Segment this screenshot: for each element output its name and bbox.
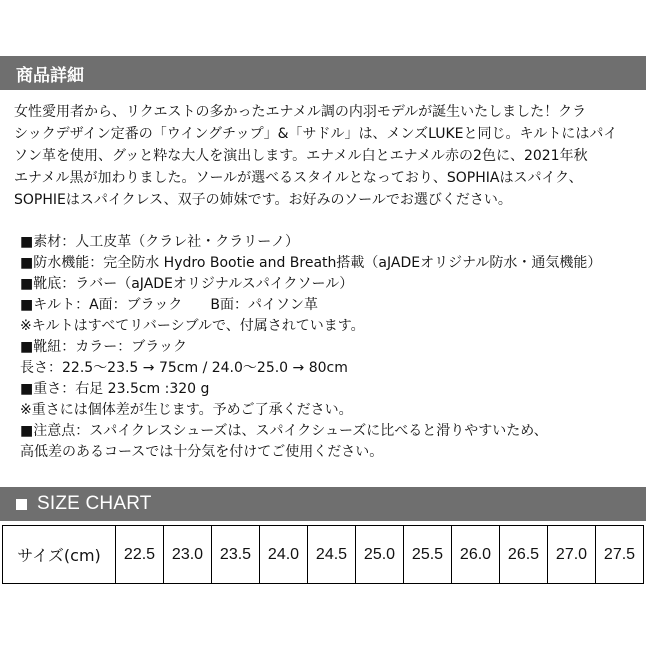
spec-kilt-note: ※キルトはすべてリバーシブルで、付属されています。	[20, 318, 365, 334]
size-cell: 25.5	[404, 526, 452, 584]
size-cell: 24.0	[260, 526, 308, 584]
spec-caution-cont: 高低差のあるコースでは十分気を付けてご使用ください。	[20, 444, 384, 460]
size-cell: 22.5	[116, 526, 164, 584]
description-line: 女性愛用者から、リクエストの多かったエナメル調の内羽モデルが誕生いたしました！クラ	[14, 104, 587, 120]
square-bullet-icon	[16, 499, 27, 510]
size-cell: 26.5	[500, 526, 548, 584]
spec-weight-note: ※重さには個体差が生じます。予めご了承ください。	[20, 402, 353, 418]
description-line: エナメル黒が加わりました。ソールが選べるスタイルとなっており、SOPHIAはスパイク、	[14, 170, 583, 186]
table-row	[3, 526, 644, 584]
spec-kilt: ■キルト：A面：ブラック B面：パイソン革	[20, 297, 318, 313]
size-cell: 23.5	[212, 526, 260, 584]
spec-material: ■素材：人工皮革（クラレ社・クラリーノ）	[20, 234, 299, 250]
size-cell: 27.5	[596, 526, 644, 584]
product-specs	[20, 232, 640, 463]
spec-laces: ■靴紐：カラー：ブラック	[20, 339, 187, 355]
section-title: 商品詳細	[16, 65, 84, 86]
section-title: SIZE CHART	[37, 493, 152, 514]
size-header-cell: サイズ(cm)	[3, 526, 116, 584]
spec-waterproof: ■防水機能：完全防水 Hydro Bootie and Breath搭載（aJADEオリジナル防水・通気機能）	[20, 255, 602, 271]
description-line: ソン革を使用、グッと粋な大人を演出します。エナメル白とエナメル赤の2色に、2021年秋	[14, 148, 588, 164]
size-chart-table	[2, 525, 644, 584]
size-cell: 25.0	[356, 526, 404, 584]
size-cell: 27.0	[548, 526, 596, 584]
spec-sole: ■靴底：ラバー（aJADEオリジナルスパイクソール）	[20, 276, 354, 292]
section-header-product-details	[0, 56, 646, 90]
spec-caution: ■注意点：スパイクレスシューズは、スパイクシューズに比べると滑りやすいため、	[20, 423, 548, 439]
size-cell: 24.5	[308, 526, 356, 584]
description-line: SOPHIEはスパイクレス、双子の姉妹です。お好みのソールでお選びください。	[14, 192, 512, 208]
spec-weight: ■重さ：右足 23.5cm :320 g	[20, 381, 210, 397]
size-cell: 26.0	[452, 526, 500, 584]
description-line: シックデザイン定番の「ウイングチップ」&「サドル」は、メンズLUKEと同じ。キルトにはパイ	[14, 126, 618, 142]
spec-lace-length: 長さ：22.5～23.5 → 75cm / 24.0～25.0 → 80cm	[20, 360, 348, 376]
product-description	[14, 101, 639, 211]
size-cell: 23.0	[164, 526, 212, 584]
section-header-size-chart	[0, 487, 646, 521]
